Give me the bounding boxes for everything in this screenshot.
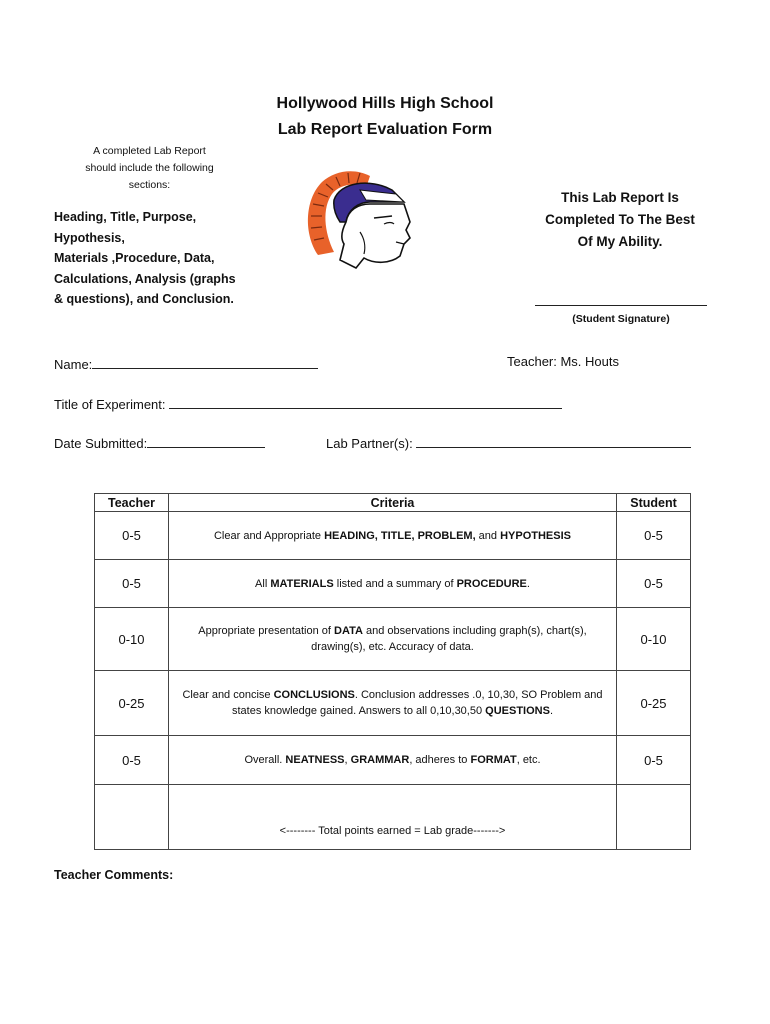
pledge-line: Completed To The Best bbox=[545, 212, 695, 227]
teacher-column-header: Teacher bbox=[95, 494, 169, 512]
criteria-keyword: HYPOTHESIS bbox=[500, 529, 571, 542]
name-field bbox=[54, 354, 318, 372]
intro-line: sections: bbox=[128, 179, 171, 191]
teacher-score-range[interactable]: 0-5 bbox=[95, 560, 169, 608]
student-score-range[interactable]: 0-5 bbox=[617, 512, 691, 560]
teacher-score-range[interactable]: 0-5 bbox=[95, 736, 169, 785]
criteria-text bbox=[169, 560, 617, 608]
criteria-text bbox=[169, 671, 617, 736]
evaluation-table bbox=[94, 493, 691, 850]
student-score-range[interactable]: 0-5 bbox=[617, 736, 691, 785]
student-score-range[interactable]: 0-10 bbox=[617, 608, 691, 671]
mascot-logo bbox=[300, 160, 430, 285]
criteria-line bbox=[175, 752, 610, 768]
criteria-keyword: MATERIALS bbox=[270, 577, 334, 590]
teacher-comments-label: Teacher Comments: bbox=[54, 868, 174, 882]
name-label: Name: bbox=[54, 357, 93, 372]
teacher-score-range[interactable]: 0-5 bbox=[95, 512, 169, 560]
teacher-name: Teacher: Ms. Houts bbox=[507, 354, 619, 369]
criteria-keyword: QUESTIONS bbox=[485, 705, 550, 717]
criteria-fragment: Clear and Appropriate bbox=[213, 529, 325, 542]
criteria-keyword: NEATNESS bbox=[285, 754, 345, 766]
criteria-fragment: drawing(s), etc. Accuracy of data. bbox=[311, 641, 474, 653]
table-row bbox=[95, 560, 691, 608]
criteria-fragment: . Conclusion addresses .0, 10,30, SO Problem and bbox=[354, 689, 603, 701]
criteria-fragment: . bbox=[526, 577, 530, 590]
student-column-header: Student bbox=[617, 494, 691, 512]
lab-partners-field bbox=[326, 433, 691, 451]
criteria-text bbox=[169, 512, 617, 560]
date-submitted-field bbox=[54, 433, 265, 451]
date-submitted-label: Date Submitted: bbox=[54, 436, 148, 451]
table-row bbox=[95, 736, 691, 785]
total-row bbox=[95, 785, 691, 850]
criteria-keyword: DATA bbox=[334, 625, 363, 637]
criteria-keyword: PROCEDURE bbox=[456, 577, 527, 590]
criteria-fragment: listed and a summary of bbox=[333, 577, 457, 590]
lab-partners-blank[interactable] bbox=[416, 433, 691, 448]
criteria-line bbox=[175, 623, 610, 639]
criteria-keyword: HEADING, TITLE, PROBLEM, bbox=[324, 529, 476, 542]
section-line: Hypothesis, bbox=[54, 230, 125, 245]
required-sections-list bbox=[54, 207, 274, 310]
criteria-fragment: All bbox=[255, 577, 271, 590]
criteria-fragment: , bbox=[344, 754, 351, 766]
intro-line: should include the following bbox=[85, 162, 214, 174]
criteria-keyword: FORMAT bbox=[470, 754, 517, 766]
criteria-fragment: and observations including graph(s), chart(s), bbox=[362, 625, 587, 637]
criteria-line bbox=[175, 703, 610, 719]
criteria-line bbox=[175, 528, 610, 544]
teacher-score-range[interactable]: 0-10 bbox=[95, 608, 169, 671]
experiment-title-field bbox=[54, 394, 562, 412]
criteria-fragment: Clear and concise bbox=[182, 689, 274, 701]
criteria-fragment: Overall. bbox=[244, 754, 286, 766]
student-score-range[interactable]: 0-5 bbox=[617, 560, 691, 608]
intro-line: A completed Lab Report bbox=[93, 145, 206, 157]
experiment-title-blank[interactable] bbox=[169, 394, 562, 409]
criteria-fragment: states knowledge gained. Answers to all 0,10,30,50 bbox=[231, 705, 486, 717]
table-header-row bbox=[95, 494, 691, 512]
experiment-title-label: Title of Experiment: bbox=[54, 397, 166, 412]
criteria-fragment: and bbox=[475, 529, 501, 542]
name-blank[interactable] bbox=[92, 354, 318, 369]
criteria-fragment: , etc. bbox=[516, 754, 541, 766]
criteria-fragment: . bbox=[549, 705, 554, 717]
student-total-cell[interactable] bbox=[617, 785, 691, 850]
form-title: Lab Report Evaluation Form bbox=[277, 121, 493, 138]
section-line: & questions), and Conclusion. bbox=[54, 292, 234, 306]
criteria-keyword: GRAMMAR bbox=[350, 754, 410, 766]
section-line: Heading, Title, Purpose, bbox=[54, 210, 197, 224]
date-submitted-blank[interactable] bbox=[147, 433, 265, 448]
pledge-line: This Lab Report Is bbox=[561, 190, 679, 205]
lab-partners-label: Lab Partner(s): bbox=[326, 436, 413, 451]
criteria-line bbox=[175, 576, 610, 592]
table-row bbox=[95, 512, 691, 560]
section-line: Materials ,Procedure, Data, bbox=[54, 251, 215, 265]
completion-pledge bbox=[530, 187, 710, 253]
pledge-line: Of My Ability. bbox=[577, 234, 663, 249]
section-line: Calculations, Analysis (graphs bbox=[54, 271, 236, 286]
criteria-fragment: , adheres to bbox=[409, 754, 471, 766]
student-signature-label: (Student Signature) bbox=[572, 313, 670, 325]
criteria-line bbox=[175, 639, 610, 655]
total-points-text: <-------- Total points earned = Lab grade-------> bbox=[169, 785, 617, 850]
criteria-text bbox=[169, 736, 617, 785]
criteria-column-header: Criteria bbox=[169, 494, 617, 512]
criteria-line bbox=[175, 687, 610, 703]
criteria-fragment: Appropriate presentation of bbox=[198, 625, 335, 637]
intro-text bbox=[62, 143, 237, 194]
criteria-keyword: CONCLUSIONS bbox=[273, 689, 355, 701]
school-name: Hollywood Hills High School bbox=[276, 95, 494, 112]
table-row bbox=[95, 671, 691, 736]
student-signature-line[interactable] bbox=[535, 305, 707, 306]
student-score-range[interactable]: 0-25 bbox=[617, 671, 691, 736]
criteria-text bbox=[169, 608, 617, 671]
table-row bbox=[95, 608, 691, 671]
teacher-total-cell[interactable] bbox=[95, 785, 169, 850]
teacher-score-range[interactable]: 0-25 bbox=[95, 671, 169, 736]
